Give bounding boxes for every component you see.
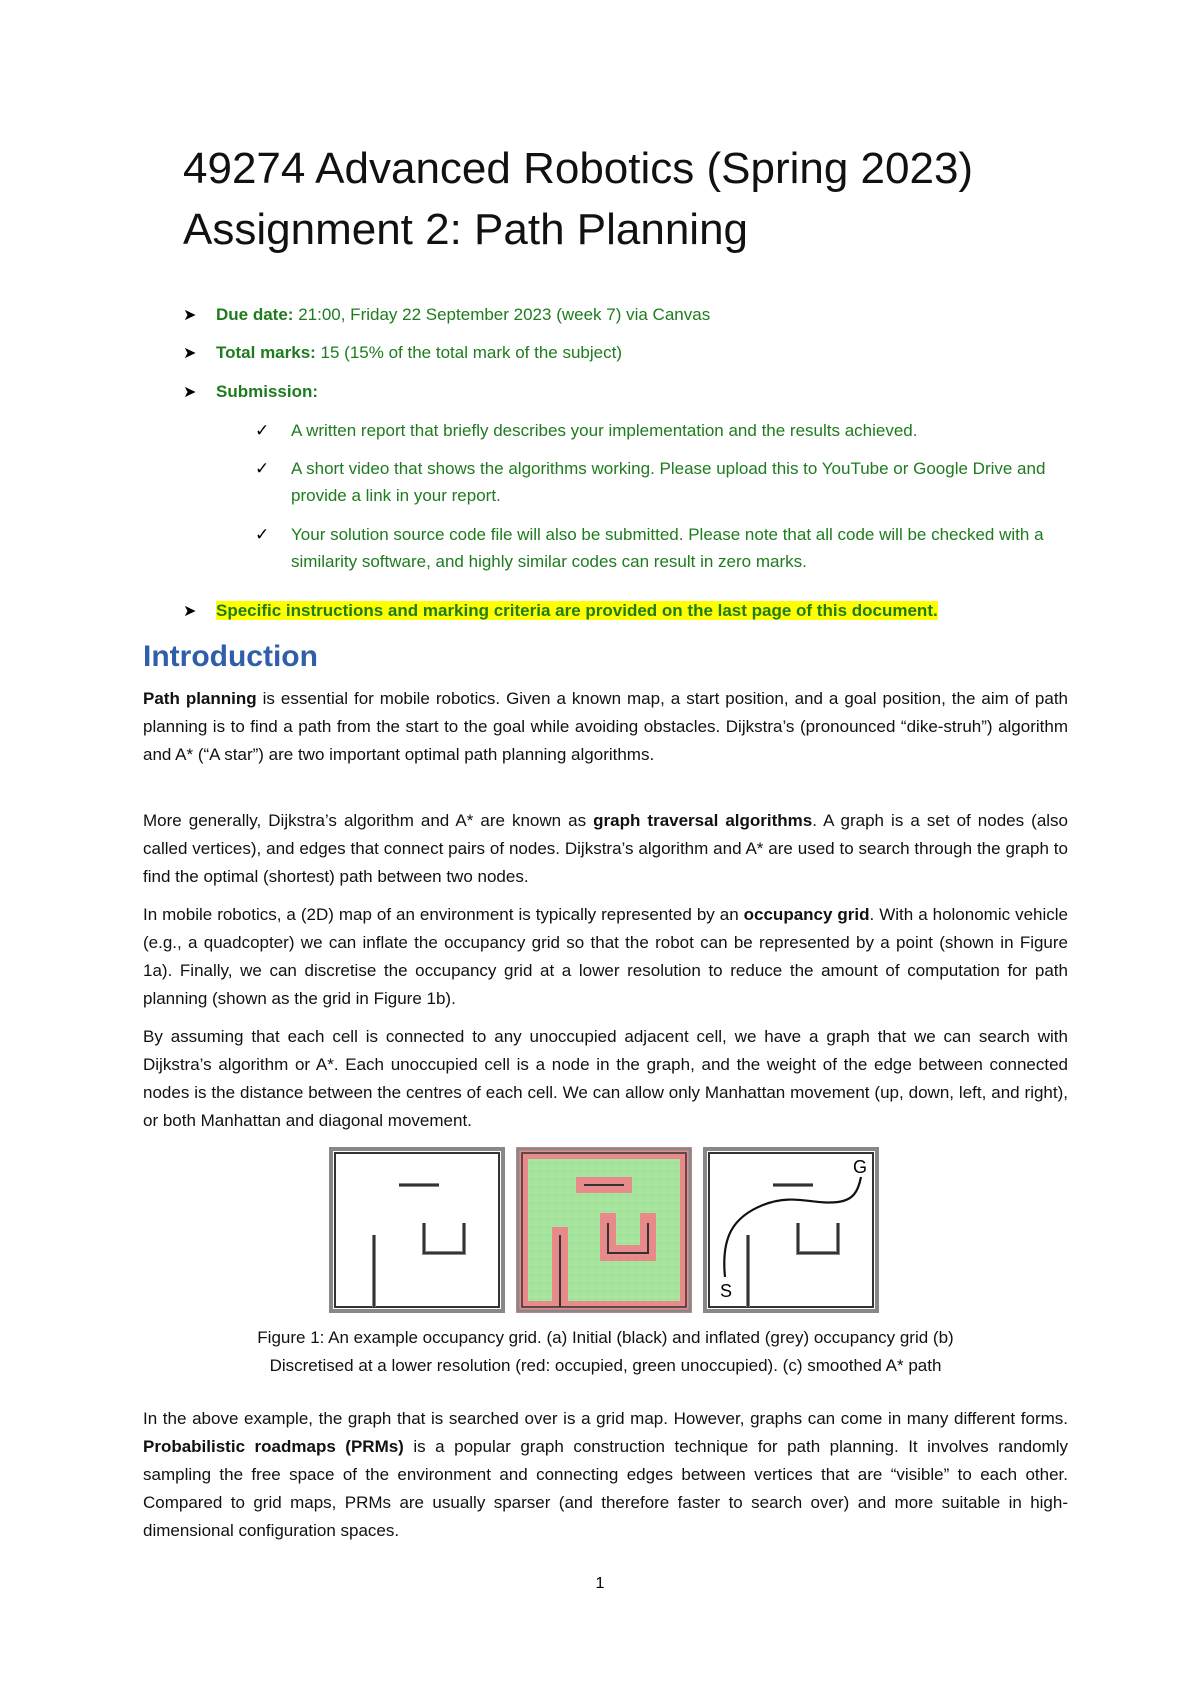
intro-paragraph-2-text-b: . A graph is a set of nodes (also called vertices), and edges that connect pairs of nodes. Dijkstra’s algorithm and A* are used to search through the graph to find the optimal (shortest) path between two nodes. bbox=[143, 811, 1069, 886]
total-marks-value: 15 (15% of the total mark of the subject) bbox=[315, 343, 622, 362]
intro-paragraph-3-text-a: In mobile robotics, a (2D) map of an environment is typically represented by an bbox=[143, 905, 744, 924]
due-date-value: 21:00, Friday 22 September 2023 (week 7) via Canvas bbox=[293, 305, 711, 324]
arrow-bullet-icon: ➤ bbox=[183, 345, 197, 362]
figure-panel-b-discretised-grid bbox=[516, 1147, 692, 1313]
submission-report-item bbox=[255, 417, 1075, 444]
instructions-highlight: Specific instructions and marking criteria are provided on the last page of this document. bbox=[216, 601, 938, 620]
caption-line-1: Figure 1: An example occupancy grid. (a) Initial (black) and inflated (grey) occupancy grid (b) bbox=[257, 1328, 954, 1347]
submission-video-text: A short video that shows the algorithms working. Please upload this to YouTube or Google Drive and provide a link in your report. bbox=[291, 459, 1046, 505]
intro-paragraph-5 bbox=[143, 1405, 1068, 1545]
title-line-assignment: Assignment 2: Path Planning bbox=[183, 205, 749, 254]
goal-label: G bbox=[853, 1157, 868, 1177]
intro-paragraph-1-text: is essential for mobile robotics. Given a known map, a start position, and a goal position, the aim of path planning is to find a path from the start to the goal while avoiding obstacles. Dijkstra’s (pronounced “dike-struh”) algorithm and A* (“A star”) are two important optimal path planning algorithms. bbox=[143, 689, 1069, 764]
arrow-bullet-icon: ➤ bbox=[183, 307, 197, 324]
intro-paragraph-2 bbox=[143, 807, 1068, 891]
arrow-bullet-icon: ➤ bbox=[183, 384, 197, 401]
graph-traversal-term: graph traversal algorithms bbox=[593, 811, 813, 830]
due-date-item bbox=[183, 305, 710, 329]
path-planning-term: Path planning bbox=[143, 689, 257, 708]
intro-paragraph-3 bbox=[143, 901, 1068, 1013]
instructions-note-item bbox=[183, 601, 938, 625]
check-mark-icon: ✓ bbox=[255, 525, 270, 544]
intro-paragraph-2-text-a: More generally, Dijkstra’s algorithm and A* are known as bbox=[143, 811, 594, 830]
submission-video-item bbox=[255, 455, 1075, 509]
arrow-bullet-icon: ➤ bbox=[183, 603, 197, 620]
submission-code-text: Your solution source code file will also be submitted. Please note that all code will be checked with a similarity software, and highly similar codes can result in zero marks. bbox=[291, 525, 1044, 571]
figure-1-caption bbox=[143, 1324, 1068, 1380]
intro-paragraph-5-text-a: In the above example, the graph that is searched over is a grid map. However, graphs can come in many different forms. bbox=[143, 1409, 1068, 1428]
check-mark-icon: ✓ bbox=[255, 459, 270, 478]
intro-paragraph-1 bbox=[143, 685, 1068, 769]
check-mark-icon: ✓ bbox=[255, 421, 270, 440]
prm-term: Probabilistic roadmaps (PRMs) bbox=[143, 1437, 404, 1456]
total-marks-label: Total marks: bbox=[216, 343, 316, 362]
submission-label: Submission: bbox=[216, 382, 319, 401]
caption-line-2: Discretised at a lower resolution (red: occupied, green unoccupied). (c) smoothed A* path bbox=[269, 1356, 942, 1375]
figure-panel-a-occupancy-grid bbox=[329, 1147, 505, 1313]
intro-paragraph-4: By assuming that each cell is connected to any unoccupied adjacent cell, we have a graph that we can search with Dijkstra’s algorithm or A*. Each unoccupied cell is a node in the graph, and the weight of the edge between connected nodes is the distance between the centres of each cell. We can allow only Manhattan movement (up, down, left, and right), or both Manhattan and diagonal movement. bbox=[143, 1027, 1068, 1130]
due-date-label: Due date: bbox=[216, 305, 294, 324]
submission-report-text: A written report that briefly describes your implementation and the results achieved. bbox=[291, 421, 918, 440]
page-number: 1 bbox=[595, 1575, 605, 1592]
document-title bbox=[183, 138, 1083, 260]
figure-panel-c-astar-path bbox=[703, 1147, 879, 1313]
start-label: S bbox=[720, 1281, 733, 1301]
occupancy-grid-term: occupancy grid bbox=[743, 905, 870, 924]
total-marks-item bbox=[183, 343, 622, 367]
intro-paragraph-3-text-b: . With a holonomic vehicle (e.g., a quadcopter) we can inflate the occupancy grid so that the robot can be represented by a point (shown in Figure 1a). Finally, we can discretise the occupancy grid at a lower resolution to reduce the amount of computation for path planning (shown as the grid in Figure 1b). bbox=[143, 905, 1068, 1008]
figure-1 bbox=[329, 1147, 879, 1313]
introduction-heading: Introduction bbox=[143, 640, 318, 673]
intro-paragraph-5-text-b: is a popular graph construction technique for path planning. It involves randomly sampling the free space of the environment and connecting edges between vertices that are “visible” to each other. Compared to grid maps, PRMs are usually sparser (and therefore faster to search over) and more suitable in high-dimensional configuration spaces. bbox=[143, 1437, 1068, 1540]
submission-code-item bbox=[255, 521, 1075, 575]
submission-item bbox=[183, 382, 318, 406]
title-line-course: 49274 Advanced Robotics (Spring 2023) bbox=[183, 144, 974, 193]
